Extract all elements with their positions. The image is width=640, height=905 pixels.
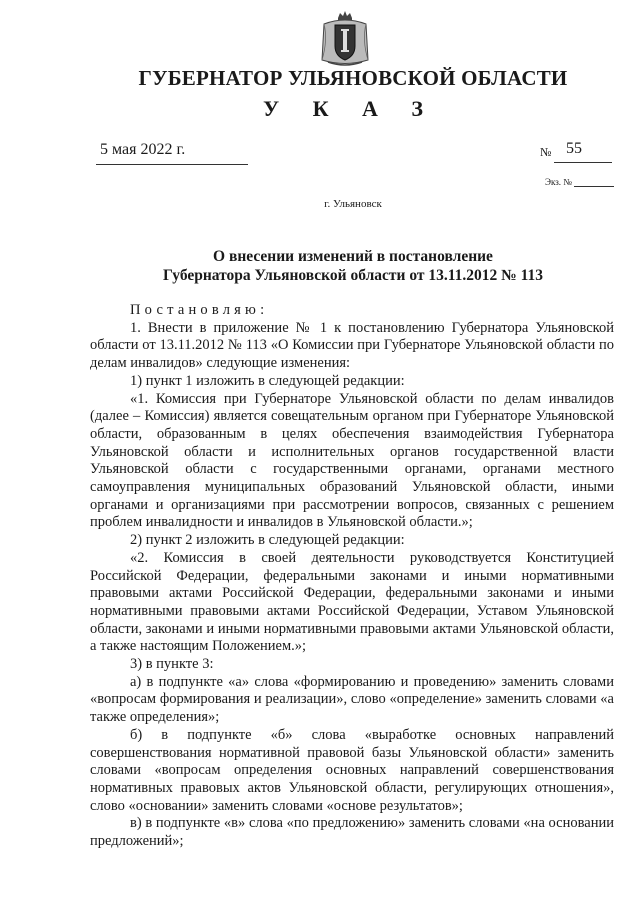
copy-number-label: Экз. № [545,177,572,187]
document-date: 5 мая 2022 г. [100,141,186,158]
document-number: 55 [566,140,582,157]
paragraph: 1. Внести в приложение № 1 к постановлению Губернатора Ульяновской области от 13.11.2012 № 113 «О Комиссии при Губернаторе Ульяновской области по делам инвалидов» следующие изменения: [90,319,614,372]
paragraph: «1. Комиссия при Губернаторе Ульяновской области по делам инвалидов (далее – Комиссия) является совещательным органом при Губернаторе Ульяновской области, образованным в целях обеспечения взаимодействия Губернатора Ульяновской области и исполнительных органов государственной власти Ульяновской области с государственными органами, органами местного самоуправления муниципальных образований Ульяновской области, иными органами и организациями при рассмотрении вопросов, связанных с решением проблем инвалидности и инвалидов в Ульяновской области.»; [90,390,614,531]
heading-line-2: Губернатора Ульяновской области от 13.11.2012 № 113 [163,267,543,284]
paragraph: а) в подпункте «а» слова «формированию и проведению» заменить словами «вопросам формирования и реализации», слово «определение» заменить словами «а также определения»; [90,673,614,726]
number-underline [554,162,612,163]
city-label: г. Ульяновск [324,198,382,210]
paragraph: 1) пункт 1 изложить в следующей редакции: [130,372,405,389]
heading-line-1: О внесении изменений в постановление [213,248,493,265]
preamble: Постановляю: [130,302,269,318]
paragraph: 3) в пункте 3: [130,656,214,673]
paragraph: «2. Комиссия в своей деятельности руководствуется Конституцией Российской Федерации, федеральными законами и иными нормативными правовыми актами Российской Федерации, федеральными законами и иными нормативными правовыми актами Российской Федерации, Уставом Ульяновской области, законами и иными нормативными правовыми актами Ульяновской области, а также настоящим Положением.»; [90,549,614,655]
number-label: № [540,145,552,159]
document-body [90,302,614,851]
document-type: У К А З [262,96,438,121]
document-heading [0,247,640,285]
paragraph: б) в подпункте «б» слова «выработке основных направлений совершенствования нормативной правовой базы Ульяновской области» заменить словами «вопросам определения основных направлений совершенствования нормативных правовых актов Ульяновской области, регулирующих отношения», слово «основании» заменить словами «основе результатов»; [90,726,614,814]
copy-number-underline [574,186,614,187]
paragraph: в) в подпункте «в» слова «по предложению» заменить словами «на основании предложений»; [90,815,614,850]
paragraph: 2) пункт 2 изложить в следующей редакции: [130,532,405,549]
issuer-title: ГУБЕРНАТОР УЛЬЯНОВСКОЙ ОБЛАСТИ [138,66,568,90]
coat-of-arms-icon [318,10,372,68]
date-underline [96,164,248,165]
